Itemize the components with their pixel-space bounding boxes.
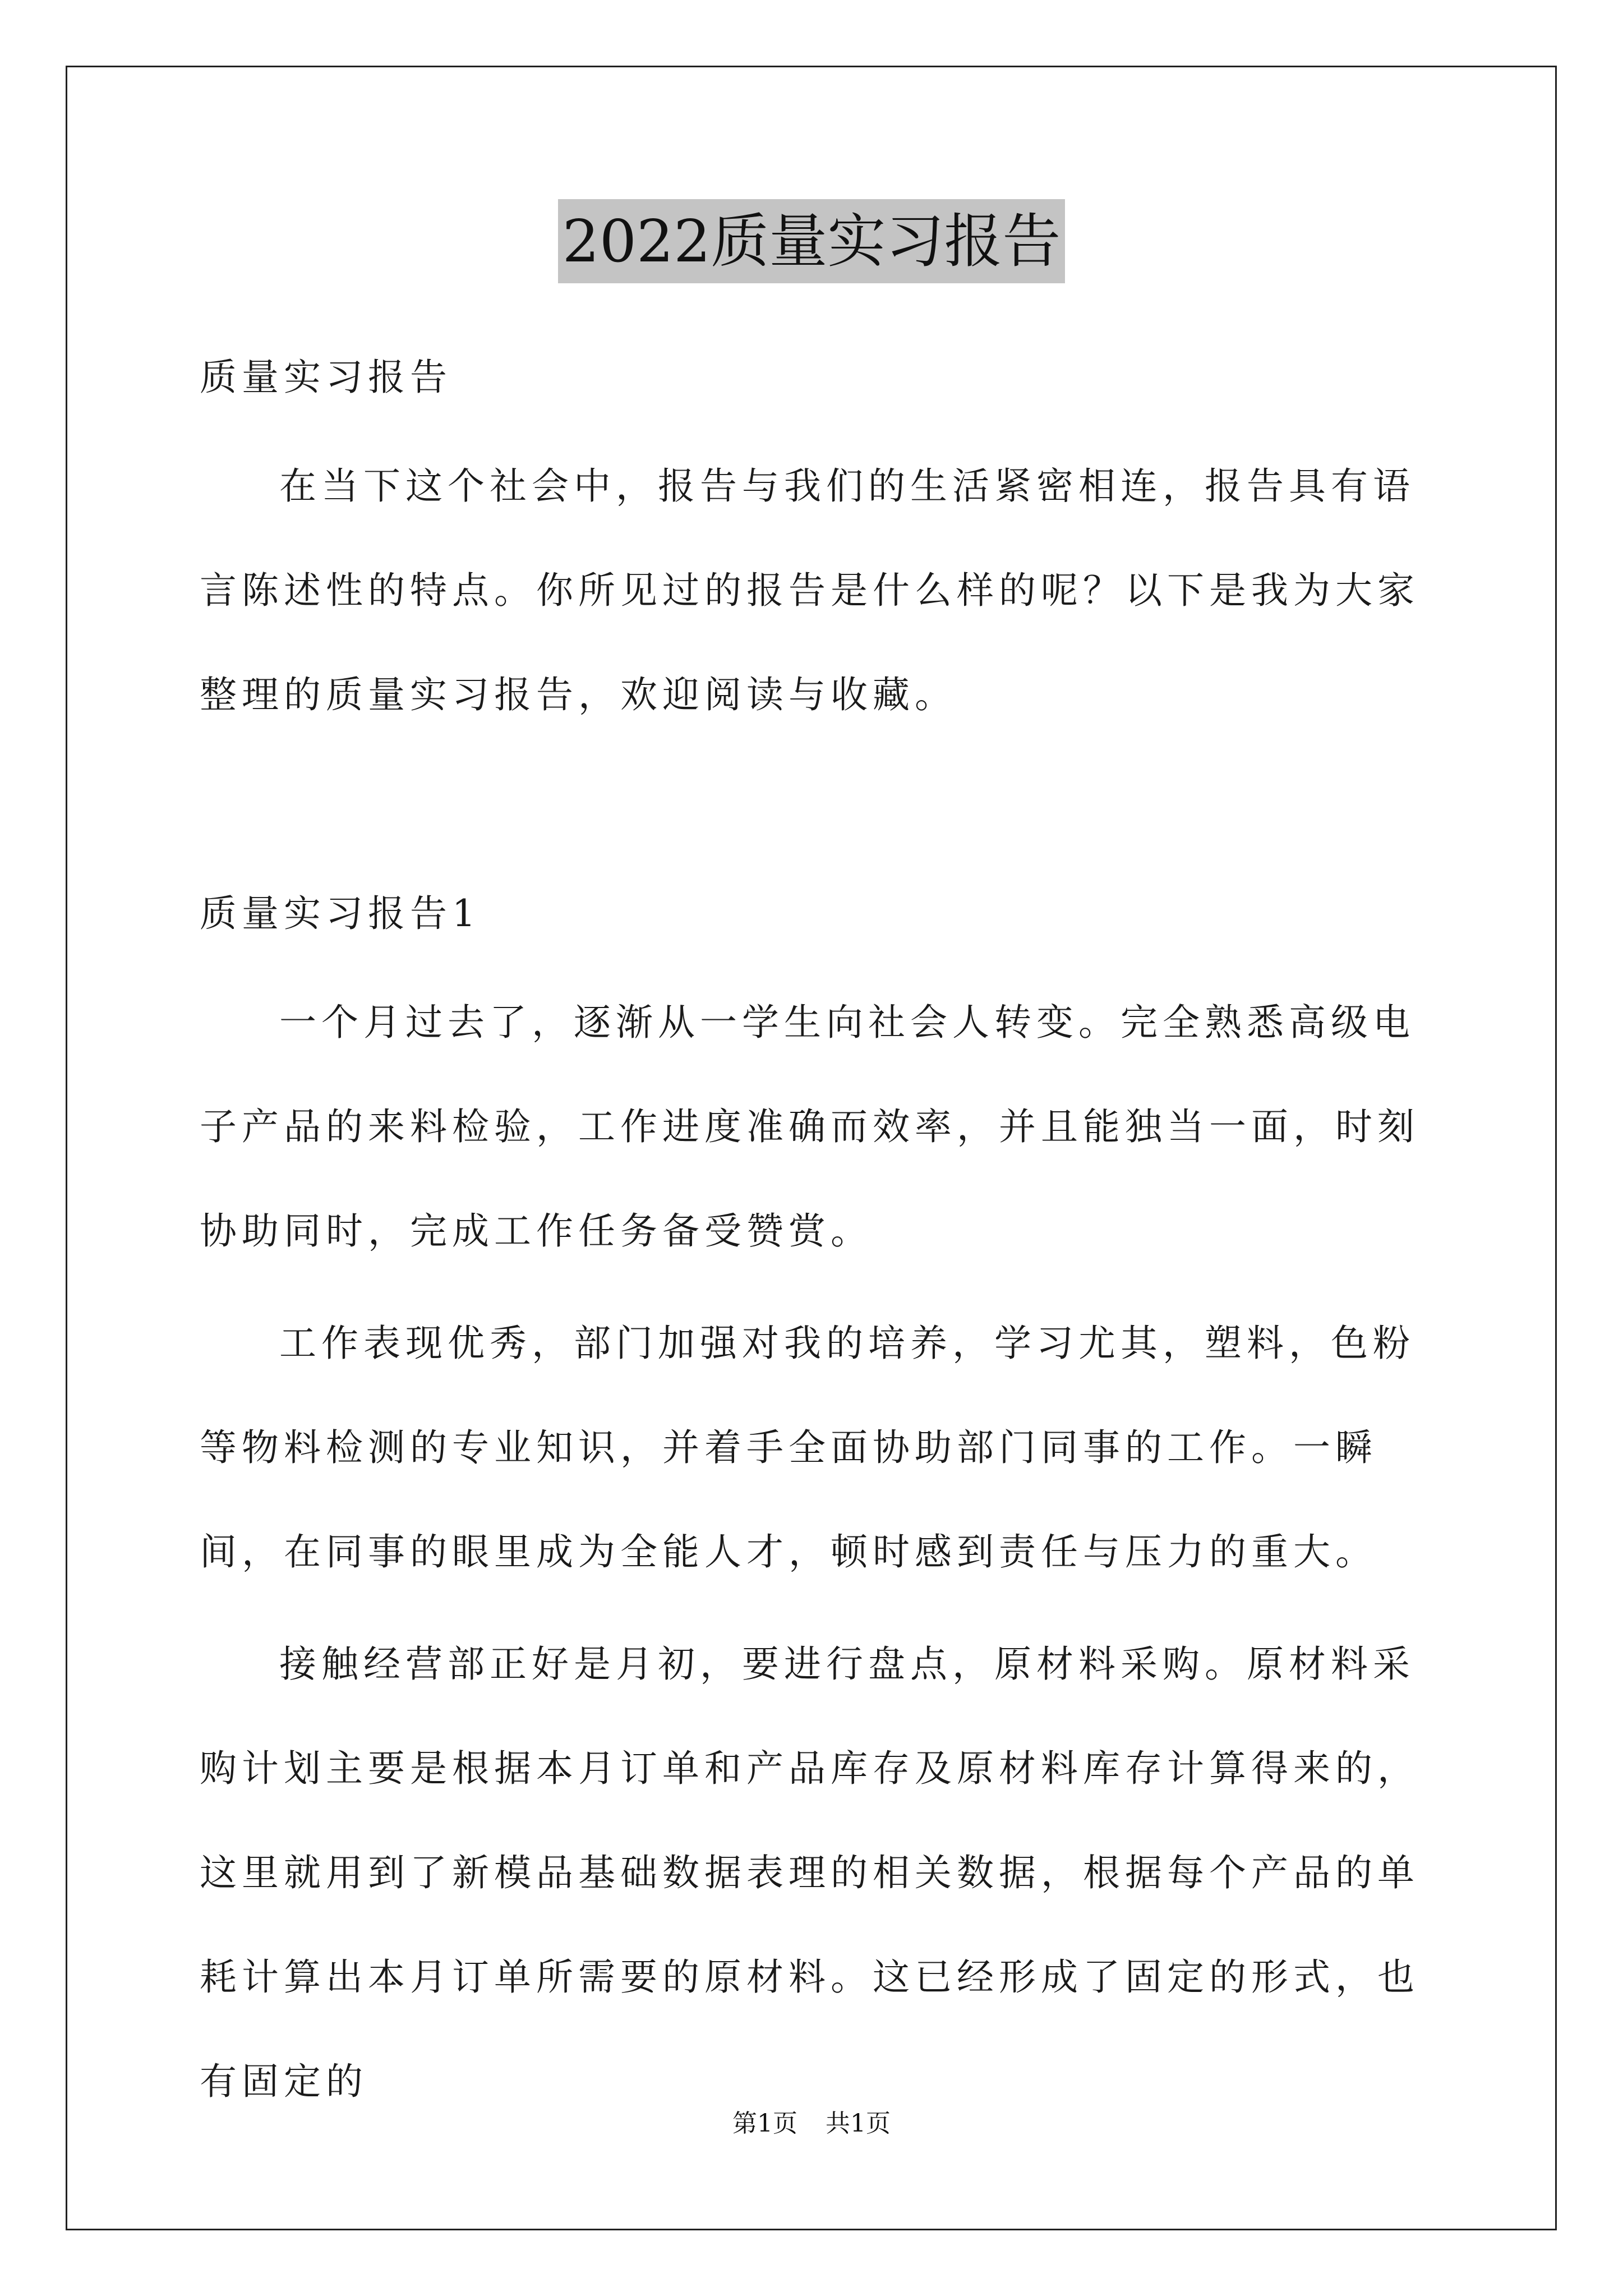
intro-heading: 质量实习报告 [200,356,452,399]
document-title: 2022质量实习报告 [558,199,1066,283]
intro-paragraph: 在当下这个社会中，报告与我们的生活紧密相连，报告具有语言陈述性的特点。你所见过的报告是什么样的呢？以下是我为大家整理的质量实习报告，欢迎阅读与收藏。 [200,464,1419,716]
paragraph-2: 工作表现优秀，部门加强对我的培养，学习尤其，塑料，色粉等物料检测的专业知识，并着手全面协助部门同事的工作。一瞬间，在同事的眼里成为全能人才，顿时感到责任与压力的重大。 [200,1322,1415,1573]
title-container [0,199,1623,283]
page-total: 共1页 [826,2109,891,2138]
page-number: 第1页 [732,2109,797,2138]
section-heading: 质量实习报告1 [200,892,481,935]
paragraph-1: 一个月过去了，逐渐从一学生向社会人转变。完全熟悉高级电子产品的来料检验，工作进度准确而效率，并且能独当一面，时刻协助同时，完成工作任务备受赞赏。 [200,1001,1419,1253]
page-footer [0,2107,1623,2141]
paragraph-3: 接触经营部正好是月初，要进行盘点，原材料采购。原材料采购计划主要是根据本月订单和产品库存及原材料库存计算得来的，这里就用到了新模品基础数据表理的相关数据，根据每个产品的单耗计算出本月订单所需要的原材料。这已经形成了固定的形式，也有固定的 [200,1642,1419,2103]
